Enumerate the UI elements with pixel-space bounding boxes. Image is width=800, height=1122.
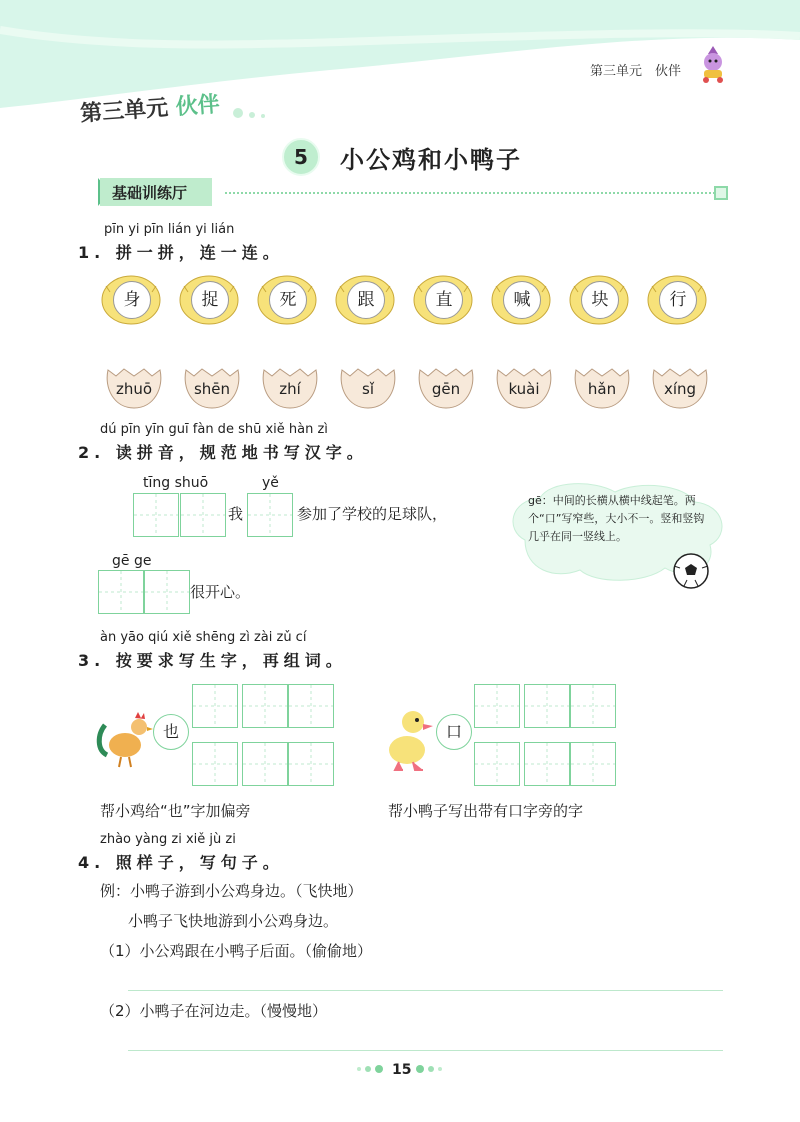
grid-guides <box>99 571 143 613</box>
q2-line1-text-a: 我 <box>228 505 244 523</box>
shell-pinyin: gēn <box>431 380 461 398</box>
q3-right-char: 口 <box>436 714 472 750</box>
writing-grid-cell[interactable] <box>192 684 238 728</box>
shell-pinyin: hǎn <box>587 380 617 398</box>
writing-grid-cell[interactable] <box>144 570 190 614</box>
chick-card[interactable] <box>490 272 552 330</box>
chick-char: 喊 <box>503 281 541 319</box>
lesson-number-badge: 5 <box>282 138 320 176</box>
chick-char: 块 <box>581 281 619 319</box>
section-end-square <box>714 186 728 200</box>
shell-card[interactable] <box>416 366 476 414</box>
chick-card[interactable] <box>334 272 396 330</box>
writing-grid-cell[interactable] <box>98 570 144 614</box>
q2-title: 2. 读拼音，规范地书写汉字。 <box>78 443 368 462</box>
writing-grid-cell[interactable] <box>570 684 616 728</box>
q1-title: 1. 拼一拼，连一连。 <box>78 243 284 262</box>
shell-card[interactable] <box>182 366 242 414</box>
shell-pinyin: shēn <box>193 380 231 398</box>
writing-grid-cell[interactable] <box>180 493 226 537</box>
shell-pinyin: sǐ <box>362 380 374 398</box>
chick-row <box>100 272 720 334</box>
q3-pinyin: àn yāo qiú xiě shēng zì zài zǔ cí <box>100 630 307 645</box>
chick-card[interactable] <box>100 272 162 330</box>
chick-char: 死 <box>269 281 307 319</box>
q4-example-answer: 小鸭子飞快地游到小公鸡身边。 <box>128 912 339 930</box>
unit-heading-topic: 伙伴 <box>174 92 221 121</box>
answer-line[interactable] <box>128 1050 723 1051</box>
q1-pinyin: pīn yi pīn lián yi lián <box>104 222 235 237</box>
q4-pinyin: zhào yàng zi xiě jù zi <box>100 832 236 847</box>
grid-guides <box>475 685 519 727</box>
writing-grid-cell[interactable] <box>524 742 570 786</box>
chick-card[interactable] <box>412 272 474 330</box>
writing-grid-cell[interactable] <box>474 742 520 786</box>
grid-guides <box>475 743 519 785</box>
writing-grid-cell[interactable] <box>524 684 570 728</box>
shell-card[interactable] <box>338 366 398 414</box>
writing-grid-cell[interactable] <box>192 742 238 786</box>
section-label: 基础训练厅 <box>112 184 188 202</box>
mascot-icon <box>696 44 730 84</box>
shell-row <box>104 366 724 414</box>
unit-heading-prefix: 第三单元 <box>79 95 169 127</box>
shell-card[interactable] <box>260 366 320 414</box>
grid-guides <box>145 571 189 613</box>
grid-guides <box>181 494 225 536</box>
q2-line2-pinyin: gē ge <box>112 553 152 569</box>
writing-grid-cell[interactable] <box>247 493 293 537</box>
q2-pinyin: dú pīn yīn guī fàn de shū xiě hàn zì <box>100 422 328 437</box>
grid-guides <box>248 494 292 536</box>
writing-grid-cell[interactable] <box>570 742 616 786</box>
q4-example: 例：小鸭子游到小公鸡身边。（飞快地） <box>100 882 363 900</box>
footer-dots-right <box>414 1064 444 1074</box>
shell-card[interactable] <box>650 366 710 414</box>
q4-item-2: （2）小鸭子在河边走。（慢慢地） <box>100 1002 328 1020</box>
chick-card[interactable] <box>568 272 630 330</box>
grid-guides <box>525 743 569 785</box>
q4-item-1: （1）小公鸡跟在小鸭子后面。（偷偷地） <box>100 942 373 960</box>
q2-line1-pinyin-a: tīng shuō <box>143 475 209 491</box>
writing-grid-cell[interactable] <box>288 742 334 786</box>
q3-title: 3. 按要求写生字，再组词。 <box>78 651 347 670</box>
grid-guides <box>243 685 287 727</box>
chick-card[interactable] <box>178 272 240 330</box>
section-divider <box>225 192 715 194</box>
footer-dots-left <box>355 1064 385 1074</box>
grid-guides <box>525 685 569 727</box>
duckling-icon <box>385 706 435 772</box>
grid-guides <box>193 743 237 785</box>
writing-grid-cell[interactable] <box>242 684 288 728</box>
chick-card[interactable] <box>256 272 318 330</box>
grid-guides <box>134 494 178 536</box>
shell-pinyin: kuài <box>508 380 540 398</box>
writing-grid-cell[interactable] <box>242 742 288 786</box>
chick-char: 跟 <box>347 281 385 319</box>
rooster-icon <box>95 705 155 771</box>
shell-card[interactable] <box>104 366 164 414</box>
q3-left-caption: 帮小鸡给“也”字加偏旁 <box>100 802 251 820</box>
hint-text: gē：中间的长横从横中线起笔。两个“口”写窄些，大小不一。竖和竖钩几乎在同一竖线上。 <box>528 494 705 543</box>
writing-grid-cell[interactable] <box>133 493 179 537</box>
grid-guides <box>289 743 333 785</box>
q2-line2-text: 很开心。 <box>190 583 251 601</box>
chick-char: 直 <box>425 281 463 319</box>
q2-line1-text-b: 参加了学校的足球队， <box>297 505 448 523</box>
writing-grid-cell[interactable] <box>288 684 334 728</box>
page-number: 15 <box>392 1062 412 1078</box>
chick-card[interactable] <box>646 272 708 330</box>
shell-pinyin: zhí <box>279 380 301 398</box>
chick-char: 身 <box>113 281 151 319</box>
chick-char: 行 <box>659 281 697 319</box>
q2-line1-pinyin-b: yě <box>262 475 279 491</box>
chick-char: 捉 <box>191 281 229 319</box>
header-unit-label: 第三单元 伙伴 <box>590 64 682 79</box>
shell-card[interactable] <box>494 366 554 414</box>
grid-guides <box>571 743 615 785</box>
grid-guides <box>243 743 287 785</box>
grid-guides <box>193 685 237 727</box>
q4-title: 4. 照样子，写句子。 <box>78 853 284 872</box>
shell-pinyin: zhuō <box>115 380 153 398</box>
decorative-dots <box>232 106 272 120</box>
shell-card[interactable] <box>572 366 632 414</box>
grid-guides <box>571 685 615 727</box>
shell-pinyin: xíng <box>663 380 697 398</box>
answer-line[interactable] <box>128 990 723 991</box>
soccer-ball-icon <box>672 552 710 590</box>
q3-left-char: 也 <box>153 714 189 750</box>
writing-grid-cell[interactable] <box>474 684 520 728</box>
lesson-title: 小公鸡和小鸭子 <box>340 146 522 174</box>
grid-guides <box>289 685 333 727</box>
q3-right-caption: 帮小鸭子写出带有口字旁的字 <box>388 802 584 820</box>
